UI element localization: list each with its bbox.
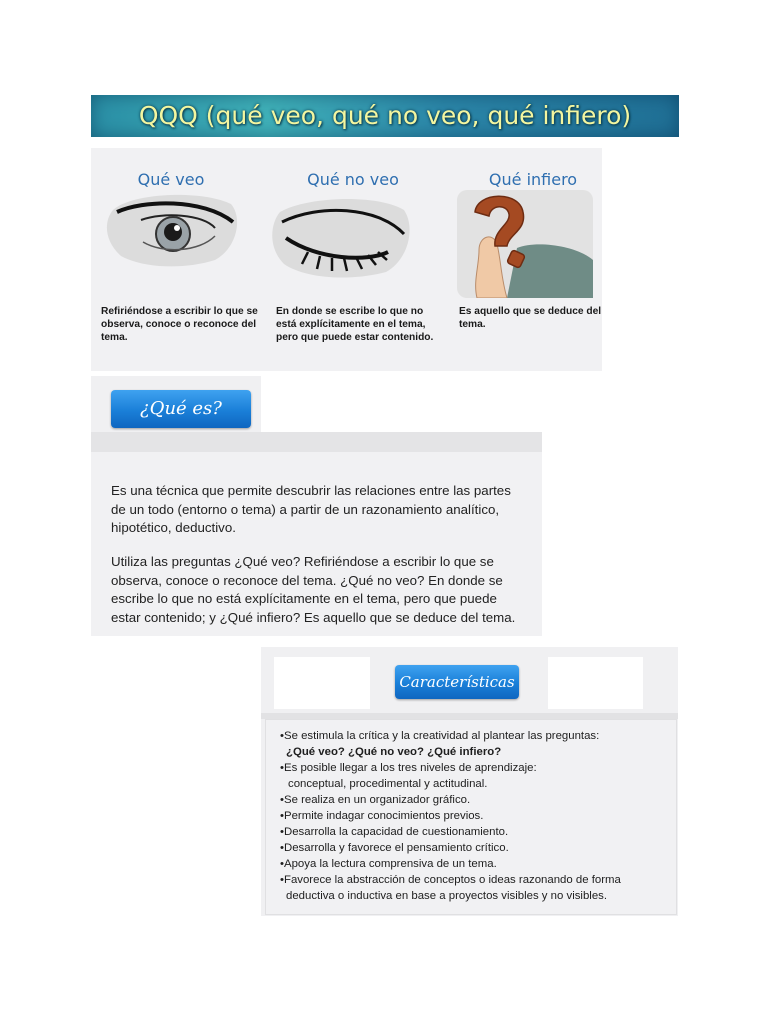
column-heading: Qué infiero (488, 170, 578, 189)
list-item: •Favorece la abstracción de conceptos o ideas razonando de forma (280, 874, 621, 886)
header-blank-left (274, 657, 370, 709)
column-description: Es aquello que se deduce del tema. (459, 306, 602, 330)
caracteristicas-panel (261, 647, 678, 916)
qqq-columns-panel (91, 148, 602, 371)
caracteristicas-button[interactable]: Características (395, 665, 519, 699)
features-list (265, 719, 677, 915)
list-item: conceptual, procedimental y actitudinal. (288, 778, 488, 790)
column-que-no-veo (268, 148, 438, 371)
que-es-body (91, 452, 542, 636)
title-banner (91, 95, 679, 137)
list-item: •Se realiza en un organizador gráfico. (280, 794, 471, 806)
header-blank-right (548, 657, 643, 709)
list-item: •Se estimula la crítica y la creatividad al plantear las preguntas: (280, 730, 600, 742)
question-mark-thinker-icon (457, 190, 593, 298)
column-description: En donde se escribe lo que no está explícitamente en el tema, pero que puede estar contenido. (276, 306, 434, 343)
column-que-infiero (451, 148, 621, 371)
que-es-button[interactable]: ¿Qué es? (111, 390, 251, 428)
que-es-panel (91, 376, 542, 636)
definition-paragraph: Es una técnica que permite descubrir las relaciones entre las partes de un todo (entorno o tema) a partir de un razonamiento analítico, hipotético, deductivo. (111, 483, 511, 535)
list-item: deductiva o inductiva en base a proyectos visibles y no visibles. (286, 890, 608, 902)
column-heading: Qué no veo (307, 170, 399, 189)
list-item: ¿Qué veo? ¿Qué no veo? ¿Qué infiero? (286, 746, 502, 758)
column-heading: Qué veo (137, 170, 205, 189)
open-eye-icon (103, 190, 241, 268)
list-item: •Desarrolla y favorece el pensamiento crítico. (280, 842, 509, 854)
list-item: •Desarrolla la capacidad de cuestionamiento. (280, 826, 509, 838)
closed-eye-icon (268, 194, 414, 278)
list-item: •Apoya la lectura comprensiva de un tema. (280, 858, 497, 870)
usage-paragraph: Utiliza las preguntas ¿Qué veo? Refiriéndose a escribir lo que se observa, conoce o reconoce del tema. ¿Qué no veo? En donde se escribe lo que no está explícitamente en el tema, pero que puede estar contenido; y ¿Qué infiero? Es aquello que se deduce del tema. (111, 554, 516, 625)
list-item: •Es posible llegar a los tres niveles de aprendizaje: (280, 762, 537, 774)
list-item: •Permite indagar conocimientos previos. (280, 810, 484, 822)
divider-strip (91, 432, 542, 452)
column-que-veo (91, 148, 261, 371)
column-description: Refiriéndose a escribir lo que se observa, conoce o reconoce del tema. (101, 306, 258, 343)
page-title: QQQ (qué veo, qué no veo, qué infiero) (138, 101, 632, 130)
